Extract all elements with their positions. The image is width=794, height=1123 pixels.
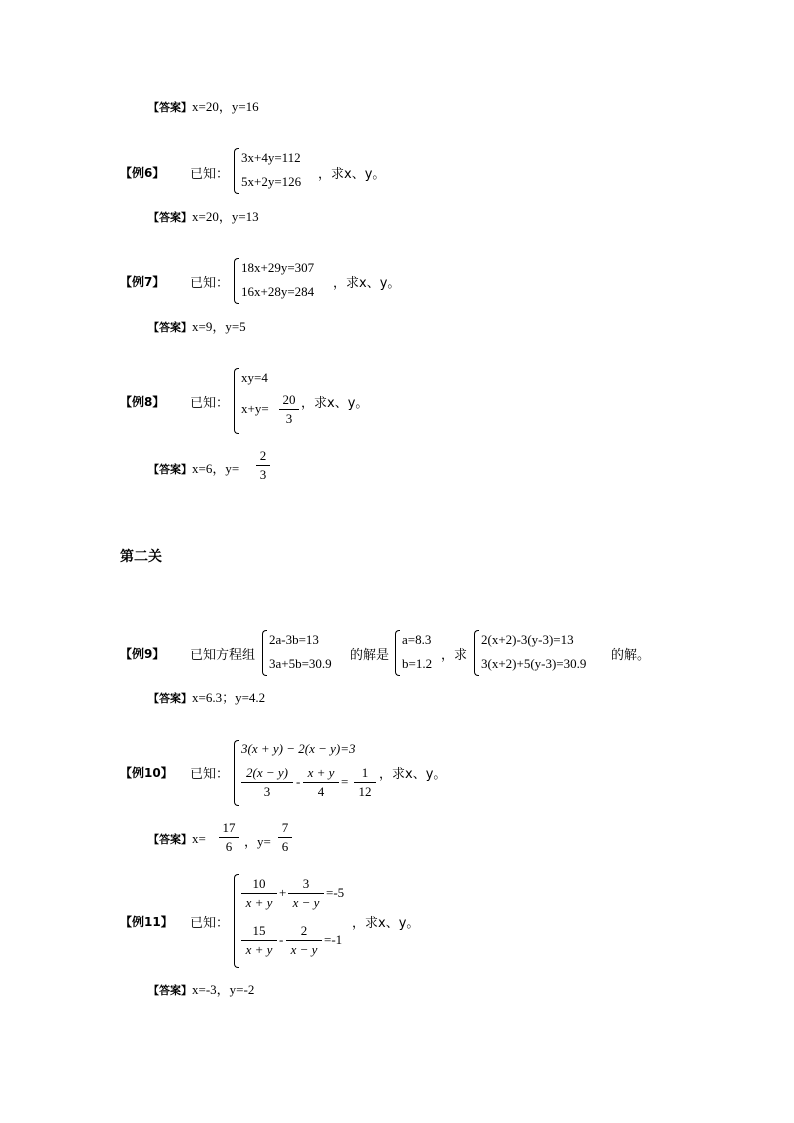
answer-label: 【答案】 xyxy=(148,321,192,334)
fraction-bar xyxy=(279,409,299,410)
fraction-bar xyxy=(354,782,376,783)
example-7-brace xyxy=(234,258,239,304)
example-8-label: 【例8】 xyxy=(120,395,165,409)
answer-10 xyxy=(148,831,206,847)
example-9-sol1: a=8.3 xyxy=(402,632,432,647)
example-9-intro: 已知方程组 xyxy=(190,648,256,663)
example-6-eq1: 3x+4y=112 xyxy=(241,150,301,165)
fraction-denominator: 3 xyxy=(285,411,293,426)
fraction-denominator: 3 xyxy=(263,784,271,799)
example-10-equals: = xyxy=(341,774,349,789)
example-9-eq4: 3(x+2)+5(y-3)=30.9 xyxy=(481,656,587,671)
answer-10-x-prefix: x= xyxy=(192,831,206,846)
example-9-eq2: 3a+5b=30.9 xyxy=(269,656,332,671)
example-7-ask: ，求x、y。 xyxy=(333,276,401,291)
example-6-known: 已知： xyxy=(190,167,230,182)
example-8-ask: ，求x、y。 xyxy=(301,396,369,411)
fraction-bar xyxy=(288,893,324,894)
fraction-denominator: x + y xyxy=(245,895,273,910)
fraction-bar xyxy=(303,782,339,783)
answer-label: 【答案】 xyxy=(148,211,192,224)
fraction-bar xyxy=(278,837,292,838)
example-11-rhs-1: =-5 xyxy=(326,885,345,900)
section-title: 第二关 xyxy=(120,549,162,565)
example-7-label: 【例7】 xyxy=(120,275,165,289)
answer-value: x=-3，y=-2 xyxy=(192,982,255,997)
answer-10-y-fraction xyxy=(278,820,292,855)
example-11-ask: ，求x、y。 xyxy=(352,916,420,931)
example-8-fraction xyxy=(279,392,299,427)
fraction-bar xyxy=(256,465,270,466)
answer-value-prefix: x=6，y= xyxy=(192,461,240,476)
fraction-numerator: 7 xyxy=(281,820,289,835)
example-9-label: 【例9】 xyxy=(120,647,165,661)
answer-label: 【答案】 xyxy=(148,984,192,997)
fraction-denominator: x + y xyxy=(245,942,273,957)
fraction-numerator: 2(x − y) xyxy=(246,765,288,780)
example-10-fraction-3 xyxy=(354,765,376,800)
example-6-brace xyxy=(234,148,239,194)
example-10-ask: ，求x、y。 xyxy=(379,767,447,782)
example-9-eq3: 2(x+2)-3(y-3)=13 xyxy=(481,632,574,647)
fraction-numerator: 2 xyxy=(300,923,308,938)
example-8-eq2-prefix: x+y= xyxy=(241,401,269,416)
example-11-label: 【例11】 xyxy=(120,915,173,929)
fraction-denominator: 4 xyxy=(317,784,325,799)
answer-value: x=20，y=13 xyxy=(192,209,259,224)
example-9-eq1: 2a-3b=13 xyxy=(269,632,319,647)
answer-value: x=6.3；y=4.2 xyxy=(192,690,266,705)
fraction-numerator: 1 xyxy=(361,765,369,780)
answer-5 xyxy=(148,96,259,115)
example-7-eq1: 18x+29y=307 xyxy=(241,260,315,275)
example-11-plus: + xyxy=(279,885,287,900)
example-7-known: 已知： xyxy=(190,276,230,291)
example-9-brace-2 xyxy=(395,630,400,676)
fraction-numerator: x + y xyxy=(307,765,335,780)
example-9-mid: 的解是 xyxy=(350,648,390,663)
fraction-denominator: 3 xyxy=(259,467,267,482)
fraction-numerator: 20 xyxy=(282,392,296,407)
example-6-label: 【例6】 xyxy=(120,166,165,180)
example-11-minus: - xyxy=(279,932,284,947)
example-9-brace-1 xyxy=(262,630,267,676)
fraction-bar xyxy=(219,837,239,838)
example-11-fraction-2 xyxy=(288,876,324,911)
example-8-brace xyxy=(234,368,239,434)
example-9-brace-3 xyxy=(474,630,479,676)
fraction-numerator: 3 xyxy=(302,876,310,891)
example-8-eq1: xy=4 xyxy=(241,370,268,385)
example-11-rhs-2: =-1 xyxy=(324,932,343,947)
fraction-bar xyxy=(241,782,293,783)
fraction-bar xyxy=(241,893,277,894)
answer-label: 【答案】 xyxy=(148,101,192,114)
example-10-fraction-2 xyxy=(303,765,339,800)
fraction-numerator: 15 xyxy=(252,923,266,938)
fraction-denominator: 6 xyxy=(281,839,289,854)
answer-10-x-fraction xyxy=(219,820,239,855)
example-9-end: 的解。 xyxy=(611,648,651,663)
example-10-fraction-1 xyxy=(241,765,293,800)
answer-label: 【答案】 xyxy=(148,692,192,705)
answer-10-y-prefix: ，y= xyxy=(244,834,271,849)
answer-8-fraction xyxy=(256,448,270,483)
fraction-bar xyxy=(241,940,277,941)
example-10-label: 【例10】 xyxy=(120,766,173,780)
answer-6 xyxy=(148,206,259,225)
fraction-bar xyxy=(286,940,322,941)
fraction-numerator: 10 xyxy=(252,876,266,891)
example-10-eq1: 3(x + y) − 2(x − y)=3 xyxy=(241,741,356,756)
fraction-denominator: 6 xyxy=(225,839,233,854)
example-10-brace xyxy=(234,740,239,806)
fraction-denominator: x − y xyxy=(290,942,318,957)
example-9-ask: ，求 xyxy=(441,648,468,663)
example-10-known: 已知： xyxy=(190,767,230,782)
answer-7 xyxy=(148,316,246,335)
example-9-sol2: b=1.2 xyxy=(402,656,433,671)
answer-label: 【答案】 xyxy=(148,833,192,846)
example-10-minus: - xyxy=(296,774,301,789)
example-8-known: 已知： xyxy=(190,396,230,411)
answer-9 xyxy=(148,687,265,706)
example-11-fraction-3 xyxy=(241,923,277,958)
example-7-eq2: 16x+28y=284 xyxy=(241,284,315,299)
answer-11 xyxy=(148,979,254,998)
fraction-denominator: 12 xyxy=(358,784,372,799)
fraction-numerator: 2 xyxy=(259,448,267,463)
answer-label: 【答案】 xyxy=(148,463,192,476)
answer-value: x=9，y=5 xyxy=(192,319,246,334)
example-11-known: 已知： xyxy=(190,916,230,931)
example-11-fraction-1 xyxy=(241,876,277,911)
example-6-ask: ，求x、y。 xyxy=(318,167,386,182)
answer-8 xyxy=(148,458,239,477)
fraction-numerator: 17 xyxy=(222,820,236,835)
example-6-eq2: 5x+2y=126 xyxy=(241,174,302,189)
fraction-denominator: x − y xyxy=(292,895,320,910)
example-11-fraction-4 xyxy=(286,923,322,958)
answer-value: x=20，y=16 xyxy=(192,99,259,114)
example-11-brace xyxy=(234,874,239,968)
